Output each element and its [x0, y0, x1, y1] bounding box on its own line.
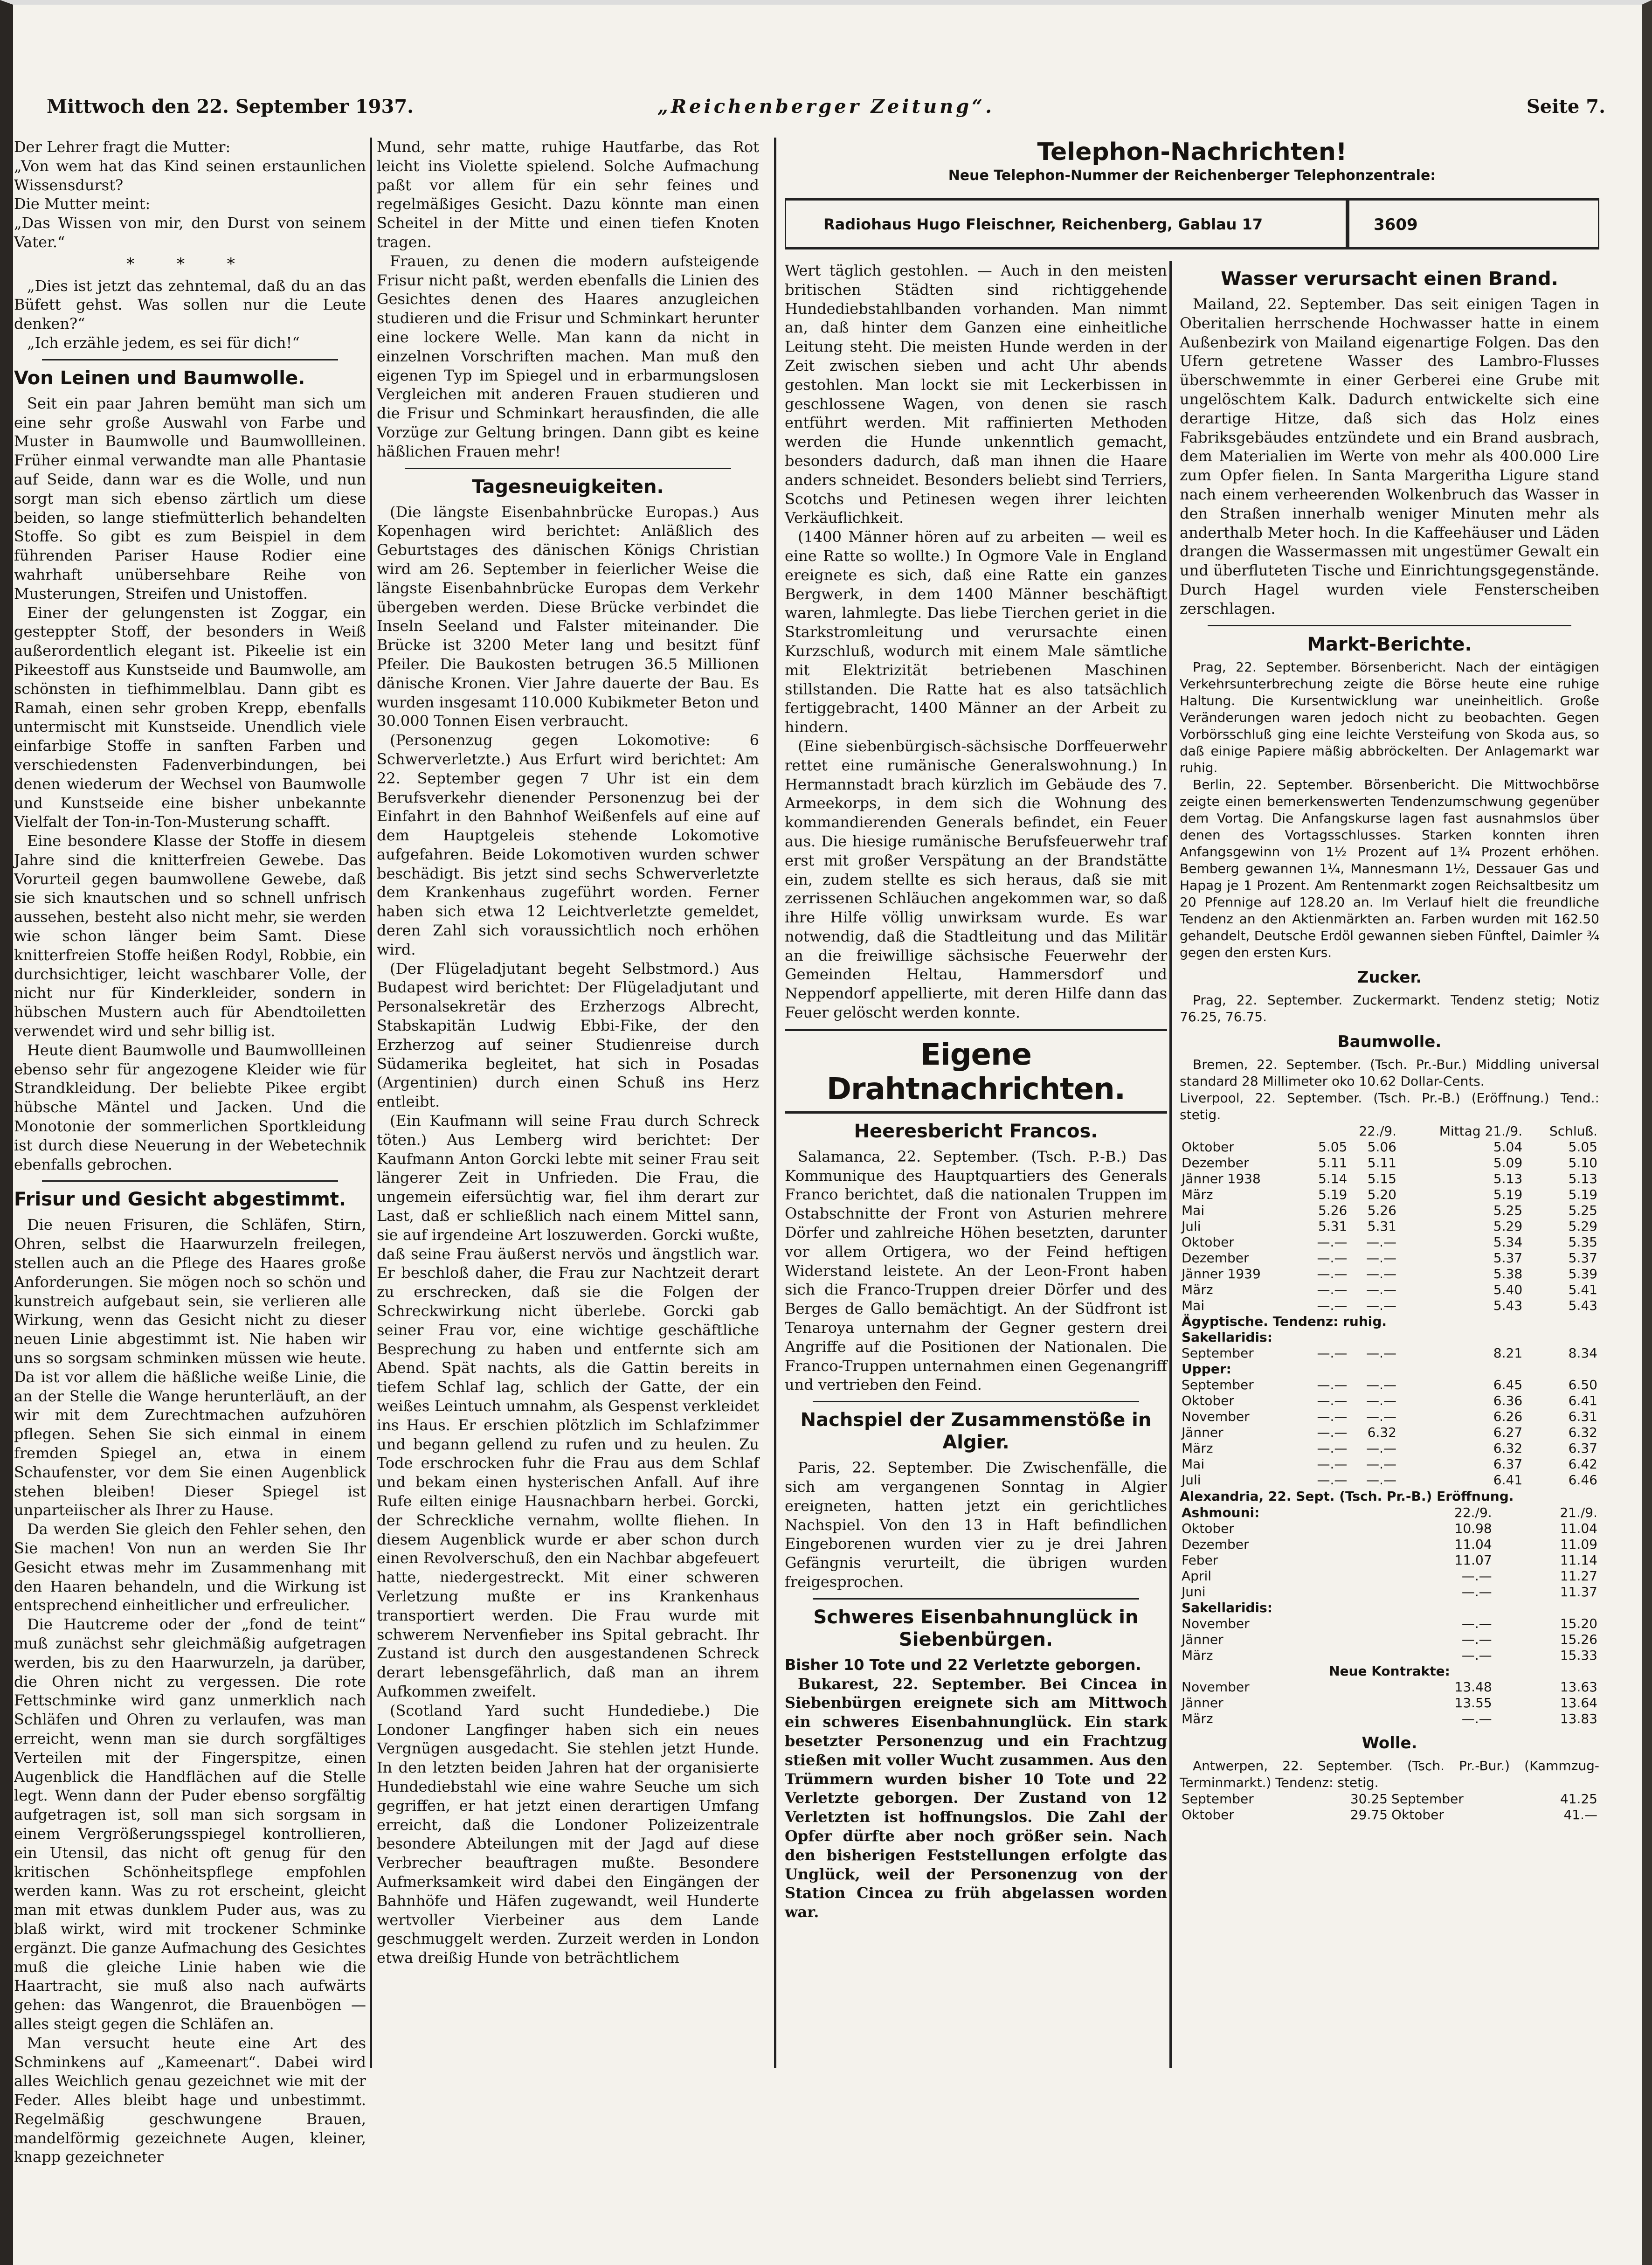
table-cell: 6.32: [1493, 1440, 1523, 1456]
table-row: [1180, 1266, 1599, 1282]
alexandria-table: [1180, 1505, 1599, 1727]
row-label: Oktober: [1182, 1139, 1234, 1155]
article-paragraph: Mailand, 22. September. Das seit einigen Tagen in Oberitalien herrschende Hochwasser hatte in einem Außenbezirk von Mailand eigenartige Folgen. Das den Ufern getretene Wasser des Lambro-Flusses überschwemmte in einer Gerberei eine Grube mit ungelöschtem Kalk. Dadurch entwickelte sich eine derartige Hitze, daß sich das Holz eines Fabriksgebäudes entzündete und ein Brand ausbrach, dem Materialien im Werte von mehr als 400.000 Lire zum Opfer fielen. In Santa Margeritha Ligure stand nach einem verheerenden Wolkenbruch das Wasser in den Straßen innerhalb weniger Minuten mehr als anderthalb Meter hoch. In die Kaffeehäuser und Läden drangen die Wassermassen mit ungestümer Gewalt ein und überfluteten Tische und Einrichtungsgegenstände. Durch Hagel wurden viele Fensterscheiben zerschlagen.: [1180, 295, 1599, 617]
column-rule: [370, 138, 372, 2068]
anecdote-line: „Dies ist jetzt das zehntemal, daß du an das Büfett gehst. Was sollen nur die Leute denken?“: [14, 277, 366, 333]
table-row: [1180, 1377, 1599, 1393]
article-paragraph: Bukarest, 22. September. Bei Cincea in Siebenbürgen ereignete sich am Mittwoch ein schweres Eisenbahnunglück. Ein stark besetzter Personenzug und ein Frachtzug stießen mit voller Wucht zusammen. Aus den Trümmern wurden bisher 10 Tote und 22 Verletzte geborgen. Der Zustand von 12 Verletzten ist hoffnungslos. Die Zahl der Opfer dürfte aber noch größer sein. Nach den bisherigen Feststellungen erfolgte das Unglück, weil der Personenzug von der Station Cincea zu früh abgelassen worden war.: [785, 1675, 1167, 1921]
table-cell: 41.—: [1563, 1807, 1597, 1822]
row-label: Oktober: [1182, 1392, 1234, 1408]
row-label: September: [1182, 1377, 1254, 1392]
header-page-number: Seite 7.: [1526, 96, 1605, 118]
article-paragraph: Frauen, zu denen die modern aufsteigende Frisur nicht paßt, werden ebenfalls die Linien des Gesichtes denen des Haares anzugleichen studieren und die Frisur und Schminkart herunter eine lockere Welle. Man kann da nicht in einzelnen Vorschriften machen. Man muß den eigenen Typ im Spiegel und in erbarmungslosen Vergleichen mit anderen Frauen studieren und die Frisur und Schminkart herausfinden, die alle Vorzüge zur Geltung bringen. Dann gibt es keine häßlichen Frauen mehr!: [377, 252, 759, 460]
divider: [813, 1401, 1139, 1402]
table-cell: 11.14: [1560, 1552, 1597, 1568]
table-cell: —.—: [1317, 1281, 1348, 1297]
table-cell: 13.83: [1560, 1711, 1597, 1726]
row-label: März: [1182, 1281, 1213, 1297]
table-cell: 13.48: [1454, 1679, 1492, 1695]
table-row: [1180, 1298, 1599, 1314]
row-label: September: [1182, 1791, 1254, 1807]
table-cell: —.—: [1366, 1456, 1396, 1472]
anecdote-line: „Ich erzähle jedem, es sei für dich!“: [27, 333, 300, 352]
row-label: Jänner: [1182, 1695, 1223, 1711]
table-cell: 6.46: [1568, 1472, 1597, 1488]
market-report: Alexandria, 22. Sept. (Tsch. Pr.-B.) Eröffnung.: [1180, 1488, 1514, 1504]
section-headline: Markt-Berichte.: [1307, 633, 1472, 655]
table-cell: 8.21: [1493, 1345, 1523, 1361]
table-cell: —.—: [1366, 1345, 1396, 1361]
table-row: [1180, 1409, 1599, 1425]
table-cell: 5.13: [1568, 1171, 1597, 1186]
row-label: Dezember: [1182, 1250, 1249, 1266]
table-body: [1180, 1521, 1599, 1600]
news-item: (Eine siebenbürgisch-sächsische Dorffeuerwehr rettet eine rumänische Generalswohnung.) In Hermannstadt brach kürzlich im Gebäude des 7. Armeekorps, in dem sich die Wohnung des kommandierenden Generals befindet, ein Feuer aus. Die hiesige rumänische Berufsfeuerwehr traf erst mit großer Verspätung an der Brandstätte ein, zudem stellte es sich heraus, daß sie mit zerrissenen Schläuchen angekommen war, so daß ihre Hilfe völlig unwirksam wurde. Es war notwendig, daß die Stadtleitung und das Militär an die freiwillige sächsische Feuerwehr der Gemeinden Heltau, Hammersdorf und Neppendorf appellierte, mit deren Hilfe dann das Feuer gelöscht werden konnte.: [785, 737, 1167, 1022]
news-item: (Personenzug gegen Lokomotive: 6 Schwerverletzte.) Aus Erfurt wird berichtet: Am 22. September gegen 7 Uhr ist ein dem Berufsverkehr dienender Personenzug bei der Einfahrt in den Bahnhof Weißenfels auf eine auf dem Hauptgeleis stehende Lokomotive aufgefahren. Beide Lokomotiven wurden schwer beschädigt. Bis jetzt sind sechs Schwerverletzte dem Krankenhaus zugeführt worden. Ferner haben sich etwa 12 Leichtverletzte gemeldet, deren Zahl sich voraussichtlich noch erhöhen wird.: [377, 731, 759, 958]
table-body: [1180, 1345, 1599, 1361]
row-label: März: [1182, 1711, 1213, 1726]
table-cell: 5.31: [1367, 1218, 1396, 1234]
table-row: [1180, 1552, 1599, 1568]
table-cell: —.—: [1366, 1250, 1396, 1266]
table-cell: 5.11: [1318, 1155, 1348, 1171]
table-cell: —.—: [1366, 1472, 1396, 1488]
wolle-table: [1180, 1791, 1599, 1823]
table-cell: 11.04: [1454, 1536, 1492, 1552]
table-row: [1180, 1345, 1599, 1361]
table-cell: —.—: [1366, 1392, 1396, 1408]
table-cell: 5.14: [1318, 1171, 1348, 1186]
table-cell: 11.27: [1560, 1568, 1597, 1584]
article-paragraph: Da werden Sie gleich den Fehler sehen, den Sie machen! Von nun an werden Sie Ihr Gesicht etwas mehr im Zusammenhang mit den Haaren behandeln, und die Wirkung ist entsprechend einheitlicher und erfreulicher.: [14, 1520, 366, 1614]
market-subheadline: Baumwolle.: [1337, 1032, 1442, 1051]
news-item: (Der Flügeladjutant begeht Selbstmord.) Aus Budapest wird berichtet: Der Flügeladjutant und Personalsekretär des Erzherzogs Albrecht, Stabskapitän Ludwig Ebbi-Fike, der den Erzherzog auf seiner Studienreise durch Südamerika begleitet, hat sich in Posadas (Argentinien) durch einen Schuß ins Herz entleibt.: [377, 959, 759, 1111]
row-label: Oktober: [1182, 1234, 1234, 1250]
table-row: [1180, 1171, 1599, 1187]
table-row: [1180, 1791, 1599, 1807]
table-cell: 15.26: [1560, 1631, 1597, 1647]
article-paragraph: Heute dient Baumwolle und Baumwollleinen ebenso sehr für angezogene Kleider wie für Strandkleidung. Der beliebte Pikee ergibt hübsche Mäntel und Jacken. Und die Monotonie der sommerlichen Sportkleidung ist durch diese Neuerung in der Webetechnik ebenfalls gebrochen.: [14, 1041, 366, 1173]
table-cell: 5.04: [1493, 1139, 1523, 1155]
table-row: [1180, 1441, 1599, 1456]
table-row: [1180, 1648, 1599, 1663]
table-cell: —.—: [1317, 1472, 1348, 1488]
table-header: Mittag 21./9.: [1439, 1123, 1523, 1139]
table-cell: 5.19: [1318, 1186, 1348, 1202]
header-paper-name: „Reichenberger Zeitung“.: [657, 96, 995, 118]
table-cell: 5.39: [1568, 1266, 1597, 1281]
anecdote-line: „Von wem hat das Kind seinen erstaunlichen Wissensdurst?: [14, 157, 366, 194]
row-label: November: [1182, 1615, 1250, 1631]
anecdote-line: Die Mutter meint:: [14, 195, 151, 213]
article-paragraph: Einer der gelungensten ist Zoggar, ein gesteppter Stoff, der besonders in Weiß außerordentlich elegant ist. Pikeelie ist ein Pikeestoff aus Kunstseide und Baumwolle, am schönsten in tiefhimmelblau. Dann gibt es Ramah, einen sehr groben Krepp, ebenfalls untermischt mit Kunstseide. Unendlich viele einfarbige Stoffe in sanften Farben und verschiedensten Fadenverbindungen, bei denen wiederum der Wechsel von Baumwolle und Kunstseide eine bisher unbekannte Vielfalt der Ton-in-Ton-Musterung schafft.: [14, 603, 366, 831]
row-label: Mai: [1182, 1456, 1205, 1472]
table-cell: 6.41: [1568, 1392, 1597, 1408]
divider: [1208, 625, 1571, 626]
page-header: [47, 96, 1605, 124]
table-header: Schluß.: [1549, 1123, 1597, 1139]
row-label: Oktober: [1182, 1807, 1234, 1822]
table-row: [1180, 1187, 1599, 1203]
table-cell: 13.63: [1560, 1679, 1597, 1695]
table-row: [1180, 1250, 1599, 1266]
article-headline: Von Leinen und Baumwolle.: [14, 367, 305, 389]
table-cell: —.—: [1461, 1711, 1492, 1726]
telephon-number-box: [785, 198, 1599, 249]
table-cell: 6.31: [1568, 1408, 1597, 1424]
table-cell: 5.25: [1493, 1202, 1523, 1218]
table-cell: 5.37: [1493, 1250, 1523, 1266]
news-item: (1400 Männer hören auf zu arbeiten — weil es eine Ratte so wollte.) In Ogmore Vale in England ereignete es sich, daß eine Ratte ein ganzes Bergwerk, in dem 1400 Männer beschäftigt waren, lahmlegte. Das liebe Tierchen geriet in die Starkstromleitung und verursachte einen Kurzschluß, wodurch mit einem Male sämtliche mit Elektrizität betriebenen Maschinen stillstanden. Die Ratte hat es also tatsächlich fertiggebracht, 1400 Männer an der Arbeit zu hindern.: [785, 528, 1167, 736]
table-cell: 5.37: [1568, 1250, 1597, 1266]
table-cell: 13.55: [1454, 1695, 1492, 1711]
table-cell: 6.26: [1493, 1408, 1523, 1424]
article-headline: Frisur und Gesicht abgestimmt.: [14, 1189, 346, 1211]
divider: [785, 1029, 1167, 1031]
column-4: [1180, 261, 1599, 2068]
table-header: 21./9.: [1560, 1504, 1597, 1520]
article-paragraph: Mund, sehr matte, ruhige Hautfarbe, das Rot leicht ins Violette spielend. Solche Aufmachung paßt vor allem für ein sehr feines und regelmäßiges Gesicht. Dazu könnte man einen Scheitel in der Mitte und einen tiefen Knoten tragen.: [377, 138, 759, 251]
anecdote-line: Der Lehrer fragt die Mutter:: [14, 138, 231, 156]
anecdote-line: „Das Wissen von mir, den Durst von seinem Vater.“: [14, 214, 366, 251]
table-row: [1180, 1155, 1599, 1171]
row-label: Jänner 1938: [1182, 1171, 1261, 1186]
column-2: [377, 138, 759, 2068]
table-cell: 8.34: [1568, 1345, 1597, 1361]
article-headline: Heeresbericht Francos.: [854, 1120, 1098, 1142]
table-cell: —.—: [1461, 1647, 1492, 1663]
table-row: [1180, 1393, 1599, 1409]
table-cell: —.—: [1461, 1631, 1492, 1647]
table-body: [1180, 1616, 1599, 1663]
column-3: [785, 261, 1167, 2068]
table-cell: —.—: [1461, 1568, 1492, 1584]
table-row: [1180, 1807, 1599, 1823]
table-cell: 5.41: [1568, 1281, 1597, 1297]
table-row: [1180, 1425, 1599, 1441]
table-cell: 11.04: [1560, 1520, 1597, 1536]
table-cell: 6.42: [1568, 1456, 1597, 1472]
table-cell: 11.07: [1454, 1552, 1492, 1568]
article-paragraph: Die Hautcreme oder der „fond de teint“ muß zunächst sehr gleichmäßig aufgetragen werden, bis zu den Haarwurzeln, ja darüber, die Ohren nicht zu vergessen. Die rote Fettschminke wird ganz unmerklich nach Schläfen und Ohren zu verlaufen, was man erreicht, wenn man sie durch sorgfältiges Verteilen mit der Fingerspitze, einen Augenblick die Handflächen auf die Stelle legt. Wenn dann der Puder ebenso sorgfältig aufgetragen ist, soll man sich sorgsam in einem Vergrößerungsspiegel kontrollieren, ein Utensil, das nicht oft genug für den kritischen Schönheitspflege empfohlen werden kann. Was zu rot erscheint, gleicht man mit etwas dunklem Puder aus, was zu blaß wirkt, wird mit trockener Schminke ergänzt. Die ganze Aufmachung des Gesichtes muß die gleiche Linie haben wie die Haartracht, sie muß also nach aufwärts gehen: das Wangenrot, die Brauenbögen — alles steigt gegen die Schläfen an.: [14, 1615, 366, 2033]
table-cell: —.—: [1366, 1281, 1396, 1297]
article-paragraph: Paris, 22. September. Die Zwischenfälle, die sich am vergangenen Sonntag in Algier ereigneten, hatten jetzt ein gerichtliches Nachspiel. Von den 13 in Haft befindlichen Eingeborenen wurden vier zu je drei Jahren Gefängnis verurteilt, die übrigen wurden freigesprochen.: [785, 1459, 1167, 1591]
row-label: Oktober: [1182, 1520, 1234, 1536]
table-cell: 5.35: [1568, 1234, 1597, 1250]
row-label: Oktober: [1391, 1807, 1444, 1822]
table-cell: 5.15: [1367, 1171, 1396, 1186]
table-cell: 11.09: [1560, 1536, 1597, 1552]
row-label: Feber: [1182, 1552, 1218, 1568]
divider: [405, 468, 731, 469]
table-subheader: Neue Kontrakte:: [1329, 1663, 1450, 1679]
table-cell: 41.25: [1560, 1791, 1597, 1807]
market-report: Prag, 22. September. Zuckermarkt. Tendenz stetig; Notiz 76.25, 76.75.: [1180, 992, 1599, 1025]
table-cell: 5.38: [1493, 1266, 1523, 1281]
table-cell: 5.11: [1367, 1155, 1396, 1171]
row-label: Juli: [1182, 1218, 1201, 1234]
table-cell: —.—: [1461, 1584, 1492, 1600]
table-cell: 5.20: [1367, 1186, 1396, 1202]
table-subheader: Ägyptische. Tendenz: ruhig.: [1182, 1313, 1387, 1329]
table-cell: —.—: [1317, 1424, 1348, 1440]
table-cell: —.—: [1317, 1456, 1348, 1472]
table-cell: 5.31: [1318, 1218, 1348, 1234]
row-label: November: [1182, 1679, 1250, 1695]
market-report: Liverpool, 22. September. (Tsch. Pr.-B.) (Eröffnung.) Tend.: stetig.: [1180, 1090, 1599, 1122]
table-cell: 11.37: [1560, 1584, 1597, 1600]
table-cell: 6.50: [1568, 1377, 1597, 1392]
table-cell: —.—: [1317, 1266, 1348, 1281]
table-row: [1180, 1203, 1599, 1219]
table-row: [1180, 1568, 1599, 1584]
table-cell: 6.41: [1493, 1472, 1523, 1488]
table-row: [1180, 1679, 1599, 1695]
article-paragraph: Seit ein paar Jahren bemüht man sich um eine sehr große Auswahl von Farbe und Muster in Baumwolle und Baumwollleinen. Früher einmal verwandte man alle Phantasie auf Seide, dann war es die Wolle, und nun sorgt man sich ebenso zärtlich um diese beiden, so lange stiefmütterlich behandelten Stoffe. So gibt es zum Beispiel in dem führenden Pariser Hause Rodier eine wahrhaft unübersehbare Reihe von Musterungen, Streifen und Unistoffen.: [14, 394, 366, 603]
news-item: (Ein Kaufmann will seine Frau durch Schreck töten.) Aus Lemberg wird berichtet: Der Kaufmann Anton Gorcki lebte mit seiner Frau seit längerer Zeit in Unfrieden. Die Frau, die ungemein eifersüchtig war, fiel ihm derart zur Last, daß er schließlich nach einem Mittel sann, sie auf irgendeine Art loszuwerden. Gorcki wußte, daß seine Frau äußerst nervös und ängstlich war. Er beschloß daher, die Frau zur Nachtzeit derart zu erschrecken, daß sie die Folgen der Schreckwirkung nicht überlebe. Gorcki gab seiner Frau vor, eine wichtige geschäftliche Besprechung zu haben und entfernte sich am Abend. Spät nachts, als die Gattin bereits in tiefem Schlaf lag, schlich der Gatte, der ein weißes Leintuch umnahm, als Gespenst verkleidet ins Haus. Er erschien plötzlich im Schlafzimmer und begann gellend zu rufen und zu heulen. Zu Tode erschrocken fuhr die Frau aus dem Schlaf und bekam einen hysterischen Anfall. Auf ihre Rufe eilten einige Hausnachbarn herbei. Gorcki, der Schreckliche vernahm, wollte fliehen. In diesem Augenblick wurde er aber schon durch einen Revolverschuß, den ein Nachbar abgefeuert hatte, niedergestreckt. Mit einer schweren Verletzung mußte er ins Krankenhaus transportiert werden. Die Frau wurde mit schwerem Nervenfieber ins Spital gebracht. Ihr Zustand ist durch den ausgestandenen Schreck derart lebensgefährlich, daß man an ihrem Aufkommen zweifelt.: [377, 1112, 759, 1700]
table-cell: —.—: [1366, 1234, 1396, 1250]
row-label: März: [1182, 1186, 1213, 1202]
table-row: [1180, 1219, 1599, 1234]
table-cell: 5.26: [1367, 1202, 1396, 1218]
table-cell: 15.20: [1560, 1615, 1597, 1631]
article-paragraph: Eine besondere Klasse der Stoffe in diesem Jahre sind die knitterfreien Gewebe. Das Vorurteil gegen baumwollene Gewebe, daß sie sich knautschen und so schnell unfrisch aussehen, besteht also nicht mehr, sie werden wie schon länger beim Samt. Diese knitterfreien Stoffe heißen Rodyl, Robbie, ein durchsichtiger, leicht waschbarer Volle, der nicht nur für Kinderkleider, sondern in hübschen Mustern auch für Abendtoiletten verwendet wird und sehr billig ist.: [14, 832, 366, 1040]
column-rule: [1169, 261, 1172, 2068]
column-rule: [774, 138, 776, 2068]
section-headline: Tagesneuigkeiten.: [472, 476, 664, 498]
market-report: Prag, 22. September. Börsenbericht. Nach der eintägigen Verkehrsunterbrechung zeigte die Börse heute eine ruhige Haltung. Die Kursentwicklung war uneinheitlich. Große Veränderungen waren jedoch nicht zu beobachten. Gegen Vorbörsschluß ging eine leichte Versteifung von Skoda aus, so daß einige Papiere mäßig abbröckelten. Der Anlagemarkt war ruhig.: [1180, 659, 1599, 776]
table-row: [1180, 1139, 1599, 1155]
row-label: April: [1182, 1568, 1211, 1584]
article-subheadline: Bisher 10 Tote und 22 Verletzte geborgen.: [785, 1655, 1141, 1674]
market-report: Antwerpen, 22. September. (Tsch. Pr.-Bur.) (Kammzug-Terminmarkt.) Tendenz: stetig.: [1180, 1758, 1599, 1790]
row-label: Juni: [1182, 1584, 1206, 1600]
separator-stars: * * *: [126, 254, 254, 273]
table-row: [1180, 1456, 1599, 1472]
row-label: September: [1391, 1791, 1464, 1807]
news-item: (Scotland Yard sucht Hundediebe.) Die Londoner Langfinger haben sich ein neues Vergnügen ausgedacht. Sie stehlen jetzt Hunde. In den letzten beiden Jahren hat der organisierte Hundediebstahl wie eine wahre Seuche um sich gegriffen, er hat jetzt einen derartigen Umfang erreicht, daß die Londoner Polizeizentrale besondere Abteilungen mit der Jagd auf diese Verbrecher beauftragen mußte. Besondere Aufmerksamkeit wird dabei den Eingängen der Bahnhöfe und Häfen zugewandt, weil Hunderte wertvoller Vierbeiner aus dem Lande geschmuggelt werden. Zurzeit werden in London etwa dreißig Hunde von beträchtlichem: [377, 1701, 759, 1967]
market-report: Berlin, 22. September. Börsenbericht. Die Mittwochbörse zeigte einen bemerkenswerten Tendenzumschwung gegenüber dem Vortag. Die Anfangskurse lagen fast ausnahmslos über denen des Vortagsschlusses. Starken konnten ihren Anfangsgewinn von 1½ Prozent auf 1¾ Prozent erhöhen. Bemberg gewannen 1¼, Mannesmann 1½, Dessauer Gas und Hapag je 1 Prozent. Am Rentenmarkt zogen Reichsaltbesitz um 20 Pfennige auf 128.20 an. Im Verlauf hielt die freundliche Tendenz an den Aktienmärkten an. Farben wurden mit 162.50 gehandelt, Deutsche Erdöl gewannen sieben Fünftel, Daimler ¾ gegen den ersten Kurs.: [1180, 776, 1599, 960]
table-row: [1180, 1521, 1599, 1537]
table-cell: 5.09: [1493, 1155, 1523, 1171]
market-subheadline: Zucker.: [1357, 968, 1422, 987]
liverpool-table: [1180, 1123, 1599, 1488]
table-cell: 6.32: [1367, 1424, 1396, 1440]
news-item: (Die längste Eisenbahnbrücke Europas.) Aus Kopenhagen wird berichtet: Anläßlich des Geburtstages des dänischen Königs Christian wird am 26. September in feierlicher Weise die längste Eisenbahnbrücke Europas dem Verkehr übergeben werden. Diese Brücke verbindet die Inseln Seeland und Falster miteinander. Die Brücke ist 3200 Meter lang und besitzt fünf Pfeiler. Die Baukosten betrugen 36.5 Millionen dänische Kronen. Vier Jahre dauerte der Bau. Es wurden insgesamt 110.000 Kubikmeter Beton und 30.000 Tonnen Eisen verbraucht.: [377, 503, 759, 730]
box-divider: [1346, 201, 1349, 247]
table-cell: 5.29: [1568, 1218, 1597, 1234]
table-subheader: Ashmouni:: [1182, 1504, 1260, 1520]
table-cell: 5.05: [1318, 1139, 1348, 1155]
row-label: März: [1182, 1647, 1213, 1663]
table-cell: 5.19: [1493, 1186, 1523, 1202]
table-cell: 5.34: [1493, 1234, 1523, 1250]
section-banner: Eigene Drahtnachrichten.: [826, 1037, 1126, 1107]
row-label: Dezember: [1182, 1536, 1249, 1552]
table-header: 22./9.: [1454, 1504, 1492, 1520]
row-label: Dezember: [1182, 1155, 1249, 1171]
table-cell: —.—: [1317, 1408, 1348, 1424]
table-cell: —.—: [1317, 1345, 1348, 1361]
table-cell: 10.98: [1454, 1520, 1492, 1536]
telephon-number: 3609: [1374, 215, 1418, 234]
table-cell: 29.75: [1350, 1807, 1388, 1822]
table-cell: 5.26: [1318, 1202, 1348, 1218]
table-cell: 5.06: [1367, 1139, 1396, 1155]
article-paragraph: Salamanca, 22. September. (Tsch. P.-B.) Das Kommunique des Hauptquartiers des Generals Franco berichtet, daß die nationalen Truppen im Ostabschnitte der Front von Asturien mehrere Dörfer und zahlreiche Höhen besetzten, darunter vor allem Ortigera, wo der Feind heftigen Widerstand leistete. An der Leon-Front haben sich die Franco-Truppen dreier Dörfer und des Berges de Gallo bemächtigt. An der Südfront ist Tenaroya unternahm der Gegner gestern drei Angriffe auf die Positionen der Nationalen. Die Franco-Truppen unternahmen einen Gegenangriff und vertrieben den Feind.: [785, 1147, 1167, 1394]
table-cell: —.—: [1366, 1440, 1396, 1456]
row-label: Mai: [1182, 1202, 1205, 1218]
table-cell: 5.40: [1493, 1281, 1523, 1297]
table-body: [1180, 1377, 1599, 1488]
table-row: [1180, 1695, 1599, 1711]
article-headline: Nachspiel der Zusammenstöße in Algier.: [800, 1409, 1152, 1454]
article-paragraph: Wert täglich gestohlen. — Auch in den meisten britischen Städten sind richtiggehende Hundediebstahlbanden vorhanden. Man nimmt an, daß hinter dem Ganzen eine einheitliche Leitung steht. Die meisten Hunde werden in der Zeit zwischen sieben und acht Uhr abends gestohlen. Man lockt sie mit Leckerbissen in geschlossene Wagen, von denen sie rasch entführt werden. Mit raffinierten Methoden werden die Hunde unkenntlich gemacht, besonders dadurch, daß man ihnen die Haare anders schneidet. Besonders beliebt sind Terriers, Scotchs und Petinesen wegen ihrer leichten Verkäuflichkeit.: [785, 262, 1167, 527]
divider: [785, 1111, 1167, 1114]
table-header: 22./9.: [1359, 1123, 1396, 1139]
table-cell: 6.37: [1493, 1456, 1523, 1472]
table-cell: —.—: [1317, 1440, 1348, 1456]
table-body: [1180, 1679, 1599, 1727]
row-label: September: [1182, 1345, 1254, 1361]
row-label: Jänner 1939: [1182, 1266, 1261, 1281]
table-subheader: Upper:: [1182, 1361, 1231, 1377]
table-body: [1180, 1791, 1599, 1823]
table-cell: 6.36: [1493, 1392, 1523, 1408]
table-cell: 13.64: [1560, 1695, 1597, 1711]
table-cell: 6.37: [1568, 1440, 1597, 1456]
table-subheader: Sakellaridis:: [1182, 1600, 1272, 1615]
row-label: Jänner: [1182, 1631, 1223, 1647]
table-cell: —.—: [1317, 1392, 1348, 1408]
table-cell: —.—: [1366, 1297, 1396, 1313]
divider: [42, 359, 338, 360]
table-cell: 5.13: [1493, 1171, 1523, 1186]
table-row: [1180, 1472, 1599, 1488]
table-cell: 5.10: [1568, 1155, 1597, 1171]
table-cell: —.—: [1317, 1250, 1348, 1266]
table-cell: 6.32: [1568, 1424, 1597, 1440]
telephon-header: [785, 138, 1599, 185]
table-row: [1180, 1282, 1599, 1298]
table-cell: 30.25: [1350, 1791, 1388, 1807]
market-subheadline: Wolle.: [1362, 1733, 1417, 1752]
table-cell: —.—: [1366, 1266, 1396, 1281]
table-cell: 5.43: [1568, 1297, 1597, 1313]
table-header-row: [1180, 1123, 1599, 1139]
article-paragraph: Man versucht heute eine Art des Schminkens auf „Kameenart“. Dabei wird alles Weichlich genau gezeichnet wie mit der Feder. Alles bleibt hage und unbestimmt. Regelmäßig geschwungene Brauen, mandelförmig gezeichnete Augen, kleiner, knapp gezeichneter: [14, 2034, 366, 2166]
divider: [813, 1598, 1139, 1600]
table-cell: —.—: [1366, 1377, 1396, 1392]
table-cell: 6.27: [1493, 1424, 1523, 1440]
table-row: [1180, 1234, 1599, 1250]
table-cell: 5.25: [1568, 1202, 1597, 1218]
telephon-title: Telephon-Nachrichten!: [1037, 138, 1347, 166]
header-date: Mittwoch den 22. September 1937.: [47, 96, 414, 118]
table-cell: 5.19: [1568, 1186, 1597, 1202]
divider: [42, 1180, 338, 1182]
row-label: März: [1182, 1440, 1213, 1456]
table-subheader: Sakellaridis:: [1182, 1329, 1272, 1345]
article-headline: Schweres Eisenbahnunglück in Siebenbürgen.: [813, 1606, 1139, 1650]
table-row: [1180, 1711, 1599, 1727]
table-cell: —.—: [1317, 1234, 1348, 1250]
table-row: [1180, 1537, 1599, 1552]
column-1: [14, 138, 366, 2166]
row-label: Juli: [1182, 1472, 1201, 1488]
table-cell: 5.05: [1568, 1139, 1597, 1155]
table-row: [1180, 1632, 1599, 1648]
table-cell: 5.43: [1493, 1297, 1523, 1313]
row-label: November: [1182, 1408, 1250, 1424]
table-row: [1180, 1616, 1599, 1632]
telephon-entry: Radiohaus Hugo Fleischner, Reichenberg, Gablau 17: [823, 215, 1263, 233]
market-report: Bremen, 22. September. (Tsch. Pr.-Bur.) Middling universal standard 28 Millimeter oko 10.62 Dollar-Cents.: [1180, 1056, 1599, 1089]
table-cell: 5.29: [1493, 1218, 1523, 1234]
row-label: Jänner: [1182, 1424, 1223, 1440]
table-body: [1180, 1139, 1599, 1314]
table-cell: —.—: [1317, 1377, 1348, 1392]
article-headline: Wasser verursacht einen Brand.: [1221, 268, 1558, 290]
article-paragraph: Die neuen Frisuren, die Schläfen, Stirn, Ohren, selbst die Haarwurzeln freilegen, stellen auch an die Pflege des Haares große Anforderungen. Sie mögen noch so schön und kunstreich aufgebaut sein, sie verlieren alle Wirkung, wenn das Gesicht nicht zu dieser neuen Linie abgestimmt ist. Nie haben wir uns so sorgsam schminken müssen wie heute. Da ist vor allem die häßliche weiße Linie, die an der Stelle die Wange herunterläuft, an der wir mit dem Zurechtmachen aufzuhören pflegen. Sehen Sie sich einmal in einem fremden Spiegel an, etwa in einem Schaufenster, vor dem Sie einen Augenblick stehen bleiben! Dieser Spiegel ist unparteiischer als Ihrer zu Hause.: [14, 1216, 366, 1519]
row-label: Mai: [1182, 1297, 1205, 1313]
table-cell: —.—: [1461, 1615, 1492, 1631]
table-cell: —.—: [1317, 1297, 1348, 1313]
table-cell: —.—: [1366, 1408, 1396, 1424]
table-cell: 6.45: [1493, 1377, 1523, 1392]
telephon-subtitle: Neue Telephon-Nummer der Reichenberger Telephonzentrale:: [948, 167, 1436, 184]
table-cell: 15.33: [1560, 1647, 1597, 1663]
table-row: [1180, 1584, 1599, 1600]
